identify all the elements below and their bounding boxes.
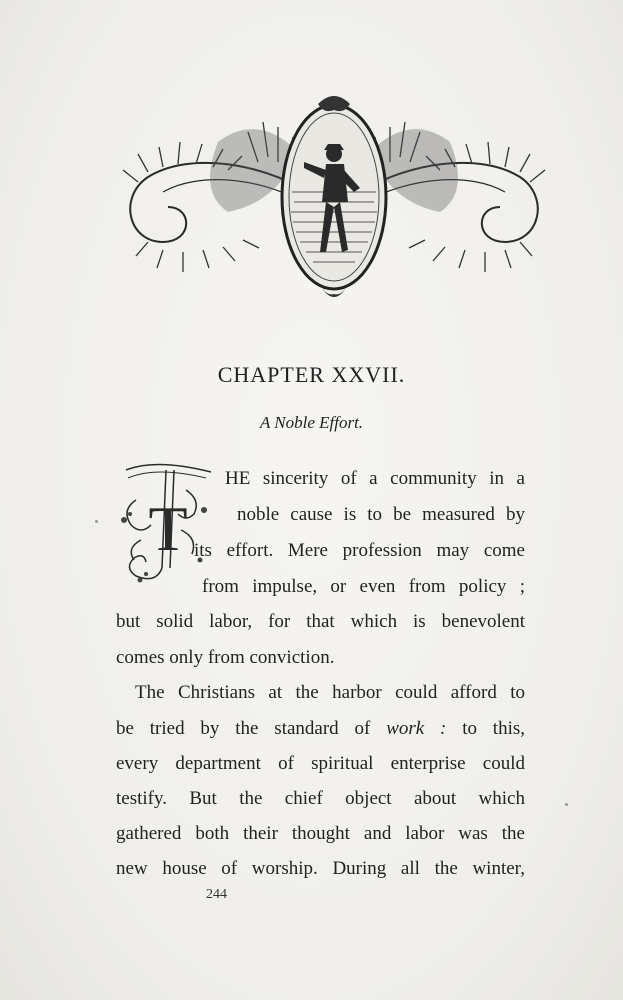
text-line: comes only from conviction. bbox=[116, 647, 335, 668]
drop-cap-letter: T bbox=[148, 493, 188, 564]
text-line: its effort. Mere profession may come bbox=[194, 540, 525, 561]
paper-speck bbox=[95, 520, 98, 523]
italic-word: work : bbox=[386, 718, 447, 739]
paper-speck bbox=[565, 803, 568, 806]
paragraph-1-line-6 bbox=[116, 646, 525, 670]
paragraph-1-line-1 bbox=[225, 467, 525, 491]
text-line: The Christians at the harbor could afford to bbox=[135, 682, 525, 703]
text-line: HE sincerity of a community in a bbox=[225, 468, 525, 489]
text-line: noble cause is to be measured by bbox=[237, 504, 525, 525]
paragraph-2-line-1 bbox=[135, 681, 525, 705]
chapter-subtitle: A Noble Effort. bbox=[259, 413, 364, 432]
paragraph-1-line-5 bbox=[116, 610, 525, 634]
ornamental-headpiece-illustration bbox=[108, 92, 560, 302]
text-line: but solid labor, for that which is benevolent bbox=[116, 611, 525, 632]
paragraph-2-line-2 bbox=[116, 717, 525, 741]
text-line: testify. But the chief object about which bbox=[116, 788, 525, 809]
paragraph-2-line-6 bbox=[116, 857, 525, 881]
text-run: to this, bbox=[446, 718, 526, 739]
text-line: gathered both their thought and labor was the bbox=[116, 823, 525, 844]
text-run: be tried by the standard of bbox=[116, 718, 387, 739]
page-number: 244 bbox=[206, 887, 227, 902]
paragraph-1-line-2 bbox=[237, 503, 525, 527]
text-line: from impulse, or even from policy ; bbox=[202, 576, 525, 597]
text-line: every department of spiritual enterprise could bbox=[116, 753, 525, 774]
ornamental-drop-cap bbox=[116, 450, 214, 590]
paragraph-2-line-3 bbox=[116, 752, 525, 776]
text-line bbox=[116, 717, 525, 741]
chapter-heading: CHAPTER XXVII. bbox=[217, 362, 406, 387]
text-line: new house of worship. During all the winter, bbox=[116, 858, 525, 879]
paragraph-1-line-3 bbox=[194, 539, 525, 563]
paragraph-2-line-5 bbox=[116, 822, 525, 846]
paragraph-1-line-4 bbox=[202, 575, 525, 599]
paragraph-2-line-4 bbox=[116, 787, 525, 811]
